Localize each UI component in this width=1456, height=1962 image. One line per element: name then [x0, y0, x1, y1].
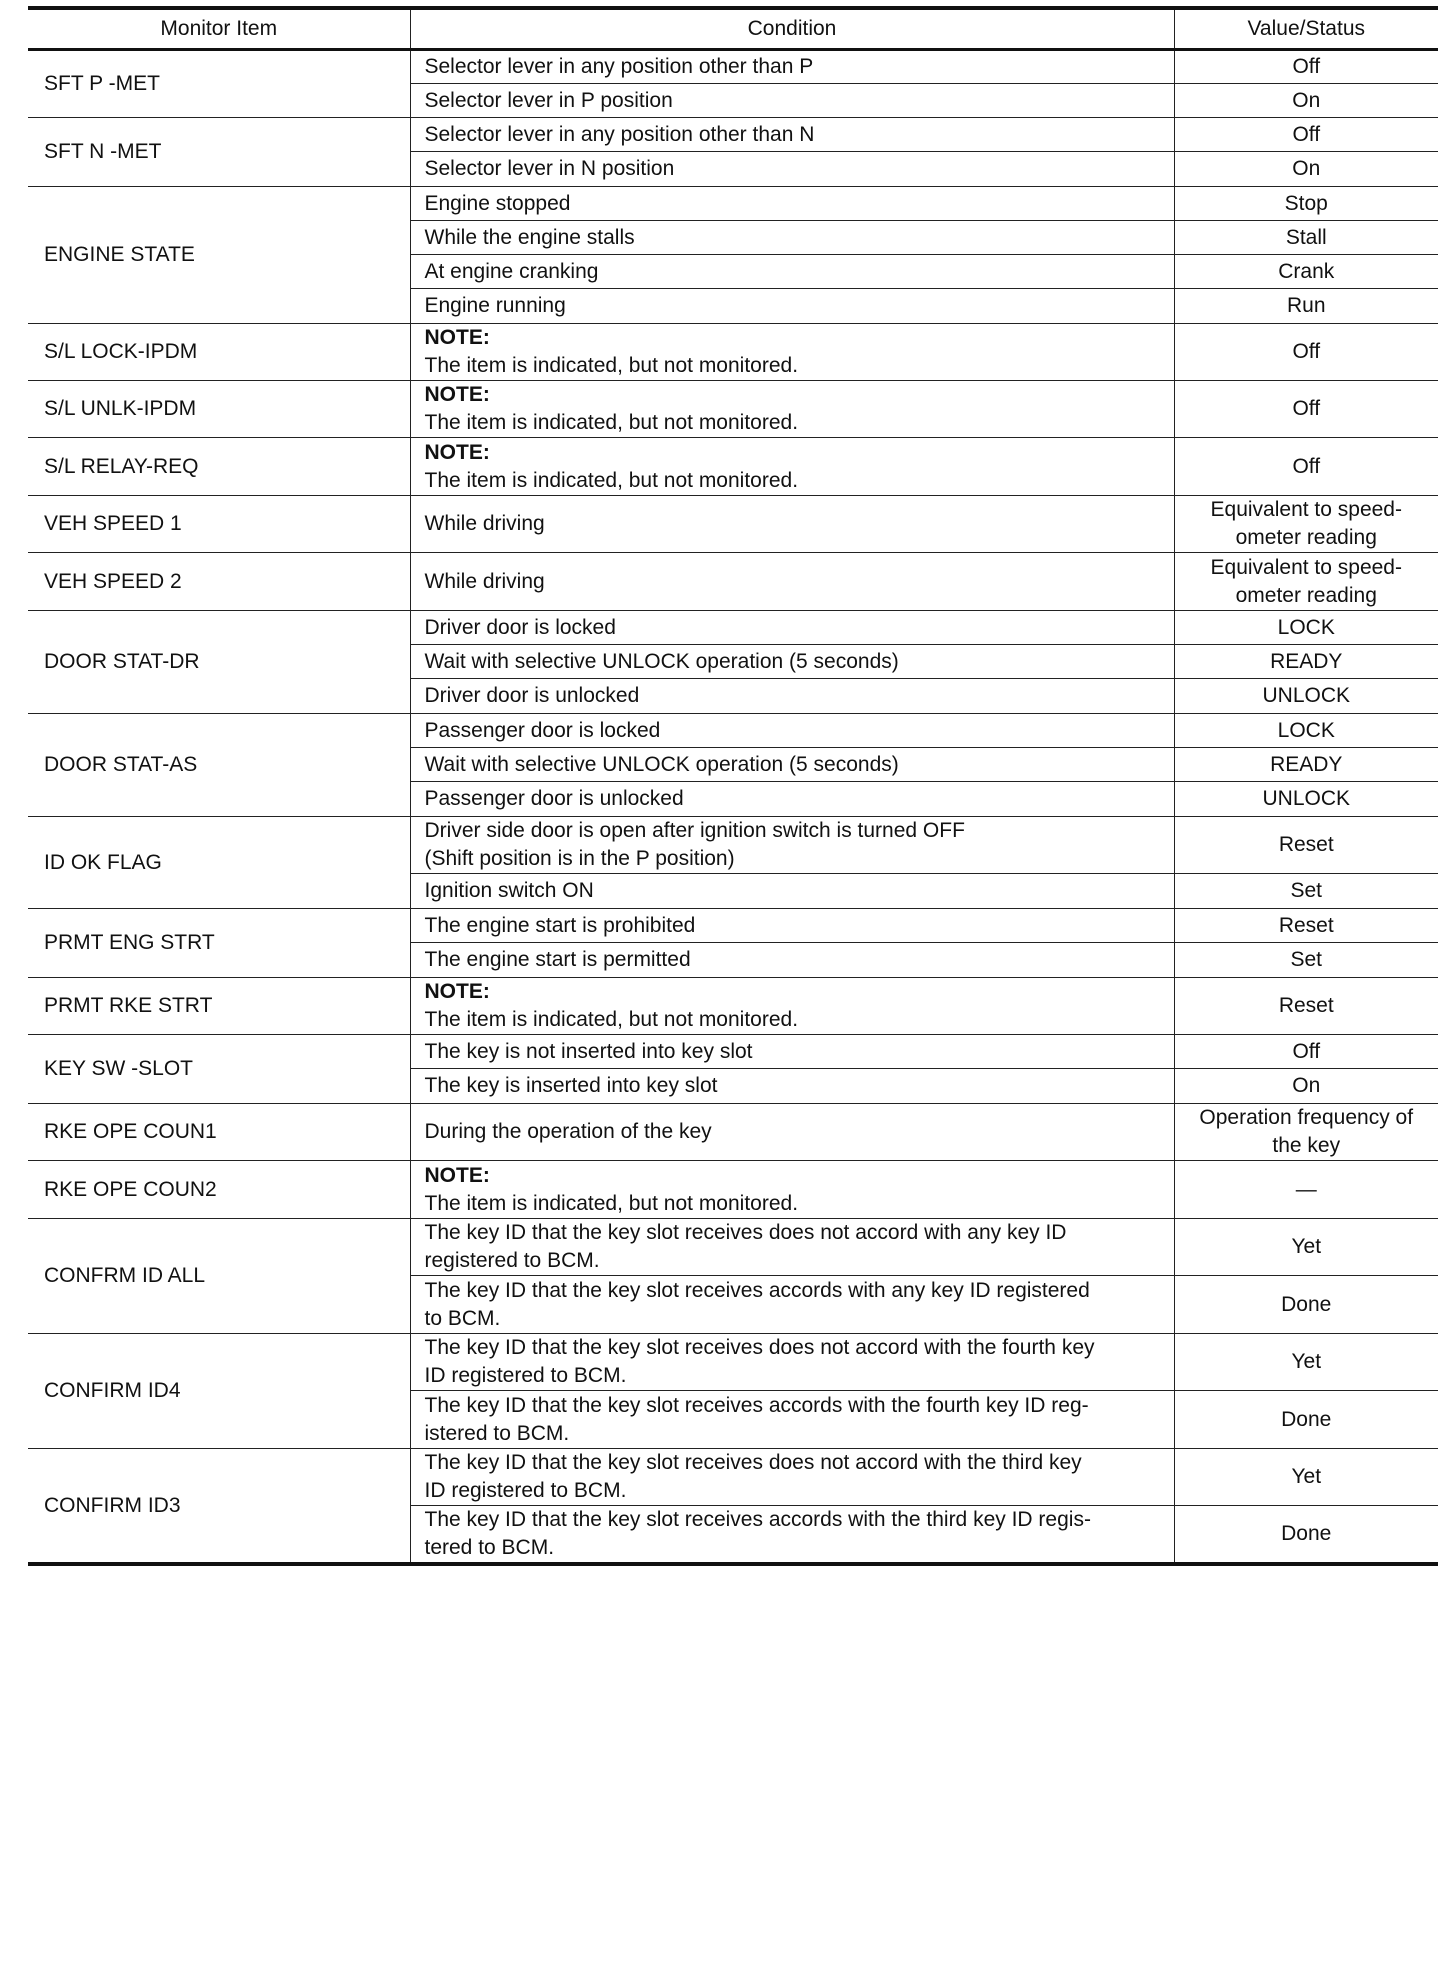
table-row: [28, 1104, 1438, 1161]
value-status-cell: Operation frequency of the key: [1174, 1104, 1438, 1161]
value-status-cell: UNLOCK: [1174, 782, 1438, 817]
monitor-item-cell: SFT P -MET: [28, 50, 410, 118]
table-row: [28, 553, 1438, 611]
condition-cell: Engine running: [410, 289, 1174, 324]
condition-cell: [410, 438, 1174, 496]
monitor-item-cell: DOOR STAT-DR: [28, 611, 410, 714]
condition-cell: [410, 978, 1174, 1035]
value-status-cell: Crank: [1174, 255, 1438, 289]
condition-cell: The key ID that the key slot receives does not accord with any key ID registered to BCM.: [410, 1219, 1174, 1276]
condition-cell: Wait with selective UNLOCK operation (5 seconds): [410, 748, 1174, 782]
value-status-cell: Equivalent to speed- ometer reading: [1174, 553, 1438, 611]
value-status-cell: Off: [1174, 50, 1438, 84]
value-status-cell: LOCK: [1174, 611, 1438, 645]
monitor-item-cell: RKE OPE COUN1: [28, 1104, 410, 1161]
note-text: The item is indicated, but not monitored.: [424, 354, 799, 377]
condition-cell: Selector lever in N position: [410, 152, 1174, 187]
monitor-item-table: [28, 6, 1438, 1566]
value-status-cell: Yet: [1174, 1219, 1438, 1276]
condition-cell: While the engine stalls: [410, 221, 1174, 255]
note-label: NOTE:: [424, 326, 490, 349]
monitor-item-cell: KEY SW -SLOT: [28, 1035, 410, 1104]
monitor-item-cell: VEH SPEED 2: [28, 553, 410, 611]
value-status-cell: Set: [1174, 874, 1438, 909]
value-status-cell: Off: [1174, 324, 1438, 381]
note-label: NOTE:: [424, 440, 490, 464]
condition-cell: During the operation of the key: [410, 1104, 1174, 1161]
value-status-cell: Stop: [1174, 187, 1438, 221]
table-row: [28, 817, 1438, 874]
value-status-cell: Done: [1174, 1276, 1438, 1334]
value-status-cell: On: [1174, 84, 1438, 118]
value-status-cell: Off: [1174, 438, 1438, 496]
condition-cell: Ignition switch ON: [410, 874, 1174, 909]
condition-cell: Engine stopped: [410, 187, 1174, 221]
condition-cell: At engine cranking: [410, 255, 1174, 289]
value-status-cell: Done: [1174, 1506, 1438, 1565]
value-status-cell: Off: [1174, 118, 1438, 152]
condition-cell: The key ID that the key slot receives does not accord with the fourth key ID registered to BCM.: [410, 1334, 1174, 1391]
condition-cell: The key ID that the key slot receives accords with the third key ID regis- tered to BCM.: [410, 1506, 1174, 1565]
note-text: The item is indicated, but not monitored.: [424, 1191, 799, 1215]
value-status-cell: READY: [1174, 748, 1438, 782]
note-text: The item is indicated, but not monitored.: [424, 1008, 799, 1031]
table-row: [28, 1035, 1438, 1069]
header-monitor-item: Monitor Item: [28, 8, 410, 50]
monitor-item-cell: VEH SPEED 1: [28, 496, 410, 553]
value-status-cell: Reset: [1174, 817, 1438, 874]
table-row: [28, 187, 1438, 221]
condition-cell: The key is inserted into key slot: [410, 1069, 1174, 1104]
monitor-item-cell: ENGINE STATE: [28, 187, 410, 324]
condition-cell: [410, 381, 1174, 438]
monitor-item-cell: CONFRM ID ALL: [28, 1219, 410, 1334]
value-status-cell: Off: [1174, 1035, 1438, 1069]
table-row: [28, 909, 1438, 943]
monitor-item-cell: RKE OPE COUN2: [28, 1161, 410, 1219]
value-status-cell: —: [1174, 1161, 1438, 1219]
condition-cell: The engine start is permitted: [410, 943, 1174, 978]
condition-cell: Driver door is locked: [410, 611, 1174, 645]
value-status-cell: Reset: [1174, 978, 1438, 1035]
table-row: [28, 714, 1438, 748]
monitor-item-cell: S/L UNLK-IPDM: [28, 381, 410, 438]
table-header-row: [28, 8, 1438, 50]
condition-cell: Selector lever in P position: [410, 84, 1174, 118]
condition-cell: Driver side door is open after ignition switch is turned OFF (Shift position is in the P position): [410, 817, 1174, 874]
note-label: NOTE:: [424, 980, 490, 1003]
monitor-item-cell: SFT N -MET: [28, 118, 410, 187]
note-text: The item is indicated, but not monitored.: [424, 411, 799, 434]
condition-cell: The key ID that the key slot receives accords with any key ID registered to BCM.: [410, 1276, 1174, 1334]
condition-cell: The key is not inserted into key slot: [410, 1035, 1174, 1069]
monitor-item-cell: ID OK FLAG: [28, 817, 410, 909]
monitor-item-cell: CONFIRM ID4: [28, 1334, 410, 1449]
value-status-cell: Off: [1174, 381, 1438, 438]
value-status-cell: Done: [1174, 1391, 1438, 1449]
monitor-item-cell: S/L LOCK-IPDM: [28, 324, 410, 381]
value-status-cell: Yet: [1174, 1449, 1438, 1506]
table-row: [28, 438, 1438, 496]
note-text: The item is indicated, but not monitored.: [424, 468, 799, 492]
value-status-cell: Equivalent to speed- ometer reading: [1174, 496, 1438, 553]
value-status-cell: LOCK: [1174, 714, 1438, 748]
condition-cell: The key ID that the key slot receives accords with the fourth key ID reg- istered to BCM.: [410, 1391, 1174, 1449]
condition-cell: Selector lever in any position other than P: [410, 50, 1174, 84]
value-status-cell: Set: [1174, 943, 1438, 978]
value-status-cell: Stall: [1174, 221, 1438, 255]
table-row: [28, 118, 1438, 152]
monitor-item-cell: PRMT RKE STRT: [28, 978, 410, 1035]
condition-cell: Wait with selective UNLOCK operation (5 seconds): [410, 645, 1174, 679]
condition-cell: While driving: [410, 553, 1174, 611]
condition-cell: Selector lever in any position other than N: [410, 118, 1174, 152]
header-value-status: Value/Status: [1174, 8, 1438, 50]
table-row: [28, 978, 1438, 1035]
value-status-cell: Run: [1174, 289, 1438, 324]
monitor-item-cell: PRMT ENG STRT: [28, 909, 410, 978]
table-row: [28, 1219, 1438, 1276]
value-status-cell: READY: [1174, 645, 1438, 679]
table-row: [28, 1449, 1438, 1506]
table-row: [28, 324, 1438, 381]
monitor-item-cell: DOOR STAT-AS: [28, 714, 410, 817]
header-condition: Condition: [410, 8, 1174, 50]
value-status-cell: Reset: [1174, 909, 1438, 943]
note-label: NOTE:: [424, 383, 490, 406]
value-status-cell: Yet: [1174, 1334, 1438, 1391]
value-status-cell: UNLOCK: [1174, 679, 1438, 714]
table-row: [28, 611, 1438, 645]
note-label: NOTE:: [424, 1163, 490, 1187]
table-row: [28, 496, 1438, 553]
table-row: [28, 381, 1438, 438]
condition-cell: Passenger door is locked: [410, 714, 1174, 748]
table-row: [28, 1334, 1438, 1391]
condition-cell: While driving: [410, 496, 1174, 553]
condition-cell: Driver door is unlocked: [410, 679, 1174, 714]
condition-cell: The engine start is prohibited: [410, 909, 1174, 943]
condition-cell: [410, 324, 1174, 381]
value-status-cell: On: [1174, 152, 1438, 187]
value-status-cell: On: [1174, 1069, 1438, 1104]
monitor-item-cell: S/L RELAY-REQ: [28, 438, 410, 496]
condition-cell: [410, 1161, 1174, 1219]
table-body: [28, 50, 1438, 1565]
table-row: [28, 1161, 1438, 1219]
condition-cell: The key ID that the key slot receives does not accord with the third key ID registered to BCM.: [410, 1449, 1174, 1506]
condition-cell: Passenger door is unlocked: [410, 782, 1174, 817]
table-row: [28, 50, 1438, 84]
monitor-item-cell: CONFIRM ID3: [28, 1449, 410, 1565]
